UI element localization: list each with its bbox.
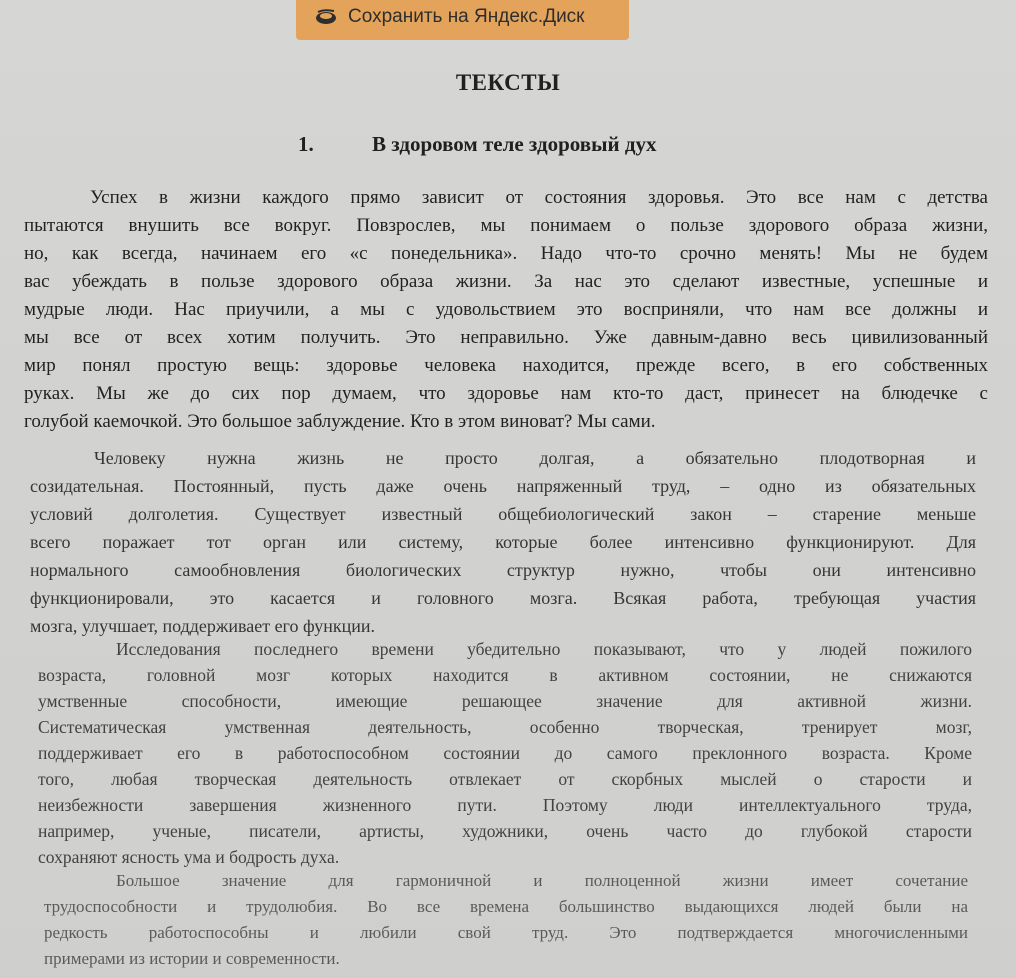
text-line: редкость работоспособны и любили свой труд. Это подтверждается многочисленными bbox=[44, 923, 968, 942]
paragraph-2 bbox=[30, 444, 976, 640]
text-line: Систематическая умственная деятельность, особенно творческая, тренирует мозг, bbox=[38, 717, 972, 737]
text-line: голубой каемочкой. Это большое заблуждение. Кто в этом виноват? Мы сами. bbox=[24, 411, 656, 432]
save-to-yandex-disk-button[interactable] bbox=[296, 0, 629, 40]
text-line: того, любая творческая деятельность отвлекает от скорбных мыслей о старости и bbox=[38, 769, 972, 789]
text-line: Успех в жизни каждого прямо зависит от состояния здоровья. Это все нам с детства bbox=[90, 187, 988, 208]
text-line: сохраняют ясность ума и бодрость духа. bbox=[38, 847, 340, 867]
paragraph-4 bbox=[44, 868, 968, 972]
text-line: пытаются внушить все вокруг. Повзрослев, мы понимаем о пользе здорового образа жизни, bbox=[24, 215, 988, 236]
text-line: трудоспособности и трудолюбия. Во все времена большинство выдающихся людей были на bbox=[44, 897, 968, 916]
text-line: неизбежности завершения жизненного пути. Поэтому люди интеллектуального труда, bbox=[38, 795, 972, 815]
save-button-label: Сохранить на Яндекс.Диск bbox=[348, 6, 585, 27]
text-line: созидательная. Постоянный, пусть даже очень напряженный труд, – одно из обязательных bbox=[30, 476, 976, 496]
text-line: вас убеждать в пользе здорового образа жизни. За нас это сделают известные, успешные и bbox=[24, 271, 988, 292]
text-line: примерами из истории и современности. bbox=[44, 949, 340, 968]
chapter-title: В здоровом теле здоровый дух bbox=[372, 132, 657, 156]
text-line: поддерживает его в работоспособном состоянии до самого преклонного возраста. Кроме bbox=[38, 743, 972, 763]
text-line: Исследования последнего времени убедительно показывают, что у людей пожилого bbox=[116, 639, 972, 659]
text-line: Человеку нужна жизнь не просто долгая, а обязательно плодотворная и bbox=[94, 448, 976, 468]
text-line: например, ученые, писатели, артисты, художники, очень часто до глубокой старости bbox=[38, 821, 972, 841]
disk-icon bbox=[314, 8, 338, 26]
text-line: мир понял простую вещь: здоровье человека находится, прежде всего, в его собственных bbox=[24, 355, 988, 376]
paragraph-3 bbox=[38, 636, 972, 870]
text-line: условий долголетия. Существует известный общебиологический закон – старение меньше bbox=[30, 504, 976, 524]
text-line: мы все от всех хотим получить. Это неправильно. Уже давным-давно весь цивилизованный bbox=[24, 327, 988, 348]
text-line: нормального самообновления биологических структур нужно, чтобы они интенсивно bbox=[30, 560, 976, 580]
chapter-heading bbox=[0, 132, 1016, 160]
text-line: но, как всегда, начинаем его «с понедельника». Надо что-то срочно менять! Мы не будем bbox=[24, 243, 988, 264]
text-line: умственные способности, имеющие решающее значение для активной жизни. bbox=[38, 691, 972, 711]
chapter-number: 1. bbox=[298, 132, 314, 156]
text-line: мозга, улучшает, поддерживает его функции. bbox=[30, 616, 375, 636]
text-line: мудрые люди. Нас приучили, а мы с удовольствием это восприняли, что нам все должны и bbox=[24, 299, 988, 320]
text-line: Большое значение для гармоничной и полноценной жизни имеет сочетание bbox=[116, 871, 968, 890]
text-line: возраста, головной мозг которых находится в активном состоянии, не снижаются bbox=[38, 665, 972, 685]
text-line: руках. Мы же до сих пор думаем, что здоровье нам кто-то даст, принесет на блюдечке с bbox=[24, 383, 988, 404]
text-line: функционировали, это касается и головного мозга. Всякая работа, требующая участия bbox=[30, 588, 976, 608]
page-title: ТЕКСТЫ bbox=[455, 70, 561, 95]
paragraph-1 bbox=[24, 184, 988, 436]
text-line: всего поражает тот орган или систему, которые более интенсивно функционируют. Для bbox=[30, 532, 976, 552]
